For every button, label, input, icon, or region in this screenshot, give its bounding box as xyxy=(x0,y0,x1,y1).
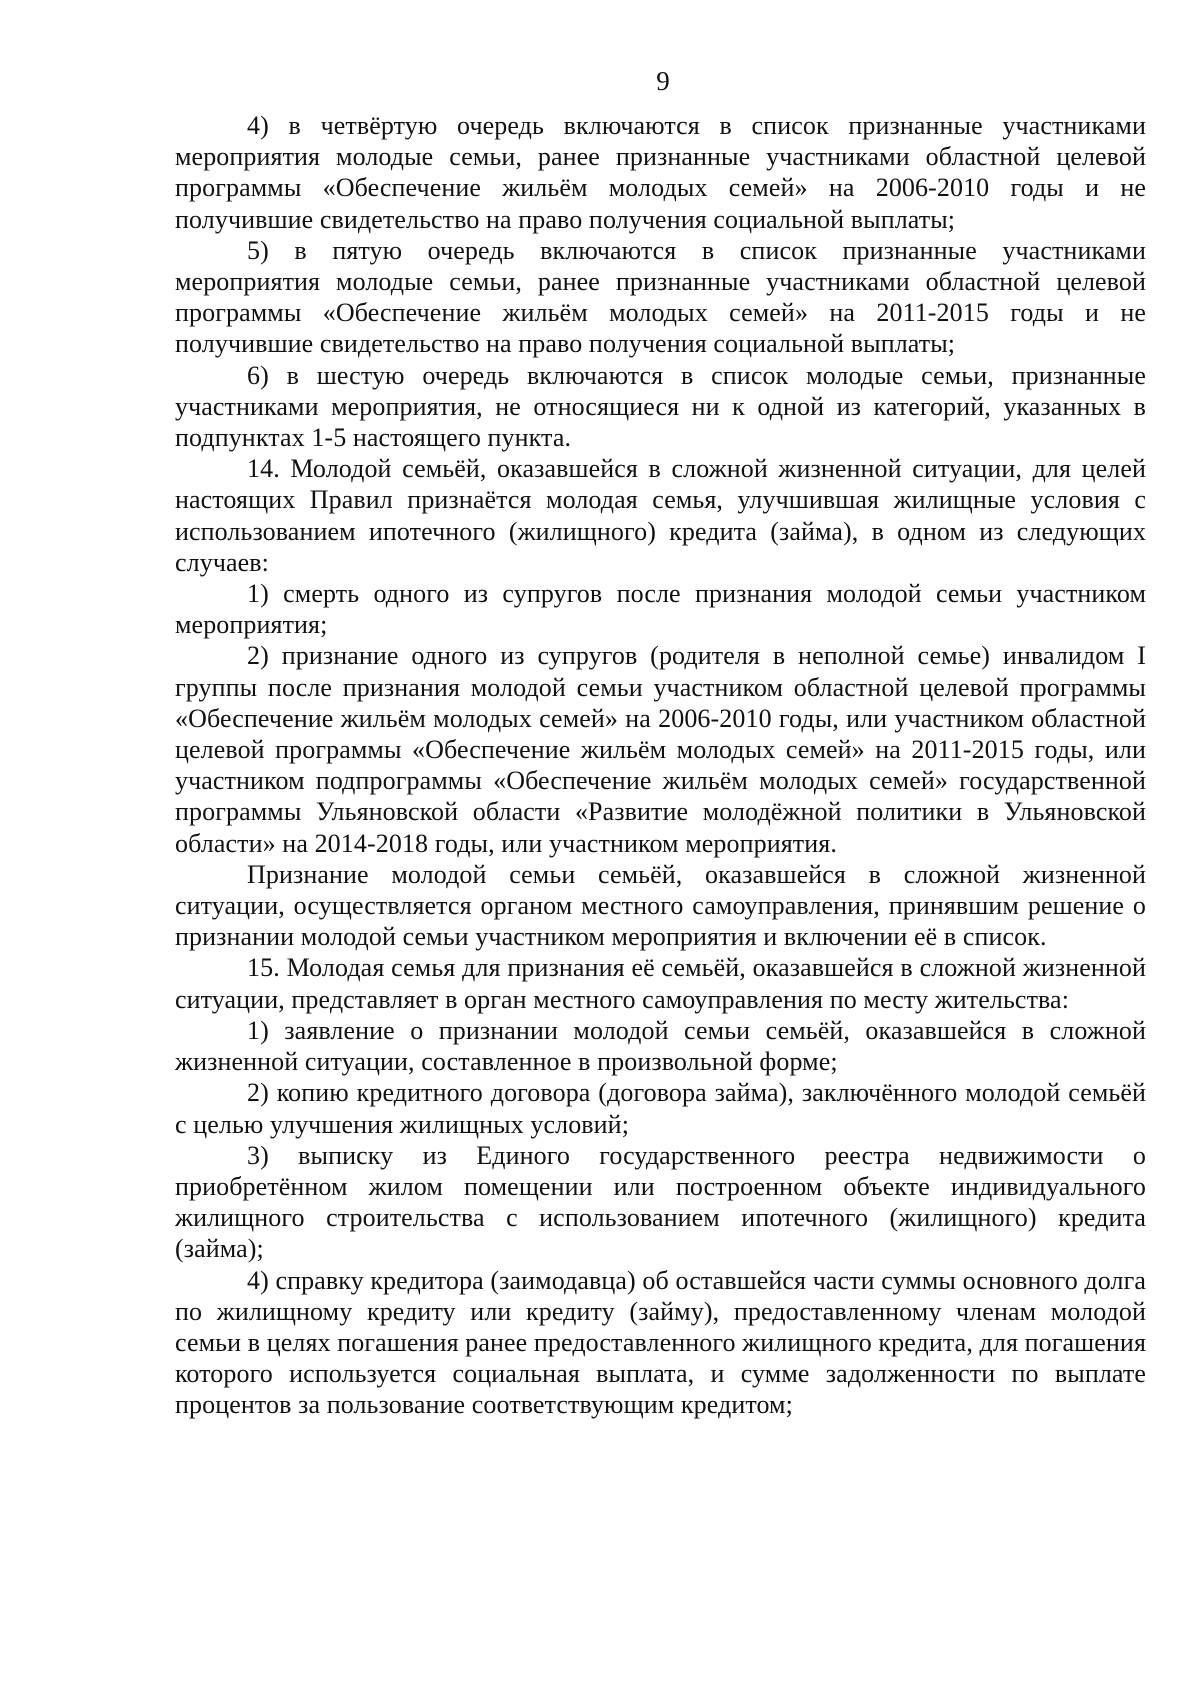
paragraph-item-4-queue: 4) в четвёртую очередь включаются в список признанные участниками мероприятия молодые семьи, ранее признанные участниками областной целевой программы «Обеспечение жильём молодых семей» на 2006-2010 годы и не получившие свидетельство на право получения социальной выплаты; xyxy=(175,111,1146,234)
paragraph-clause-14: 14. Молодой семьёй, оказавшейся в сложной жизненной ситуации, для целей настоящих Правил признаётся молодая семья, улучшившая жилищные условия с использованием ипотечного (жилищного) кредита (займа), в одном из следующих случаев: xyxy=(175,454,1146,577)
page-number: 9 xyxy=(656,66,670,96)
paragraph-item-5-queue: 5) в пятую очередь включаются в список признанные участниками мероприятия молодые семьи, ранее признанные участниками областной целевой программы «Обеспечение жильём молодых семей» на 2011-2015 годы и не получившие свидетельство на право получения социальной выплаты; xyxy=(175,235,1146,359)
paragraph-clause-15-item-3: 3) выписку из Единого государственного реестра недвижимости о приобретённом жилом помещении или построенном объекте индивидуального жилищного строительства с использованием ипотечного (жилищного) кредита (займа); xyxy=(175,1140,1146,1264)
paragraph-clause-14-case-2: 2) признание одного из супругов (родителя в неполной семье) инвалидом I группы после признания молодой семьи участником областной целевой программы «Обеспечение жильём молодых семей» на 2006-2010 годы, или участником областной целевой программы «Обеспечение жильём молодых семей» на 2011-2015 годы, или участником подпрограммы «Обеспечение жильём молодых семей» государственной программы Ульяновской области «Развитие молодёжной политики в Ульяновской области» на 2014-2018 годы, или участником мероприятия. xyxy=(175,641,1146,858)
paragraph-clause-15-item-1: 1) заявление о признании молодой семьи семьёй, оказавшейся в сложной жизненной ситуации, составленное в произвольной форме; xyxy=(175,1015,1146,1077)
paragraph-clause-14-case-1: 1) смерть одного из супругов после признания молодой семьи участником мероприятия; xyxy=(175,579,1146,640)
paragraph-clause-15: 15. Молодая семья для признания её семьёй, оказавшейся в сложной жизненной ситуации, представляет в орган местного самоуправления по месту жительства: xyxy=(175,953,1146,1014)
paragraph-item-6-queue: 6) в шестую очередь включаются в список молодые семьи, признанные участниками мероприятия, не относящиеся ни к одной из категорий, указанных в подпунктах 1-5 настоящего пункта. xyxy=(175,360,1146,453)
paragraph-recognition: Признание молодой семьи семьёй, оказавшейся в сложной жизненной ситуации, осуществляется органом местного самоуправления, принявшим решение о признании молодой семьи участником мероприятия и включении её в список. xyxy=(175,859,1146,952)
document-body xyxy=(175,110,1146,1421)
paragraph-clause-15-item-4: 4) справку кредитора (заимодавца) об оставшейся части суммы основного долга по жилищному кредиту или кредиту (займу), предоставленному членам молодой семьи в целях погашения ранее предоставленного жилищного кредита, для погашения которого используется социальная выплата, и сумме задолженности по выплате процентов за пользование соответствующим кредитом; xyxy=(175,1265,1146,1420)
paragraph-clause-15-item-2: 2) копию кредитного договора (договора займа), заключённого молодой семьёй с целью улучшения жилищных условий; xyxy=(175,1078,1146,1139)
